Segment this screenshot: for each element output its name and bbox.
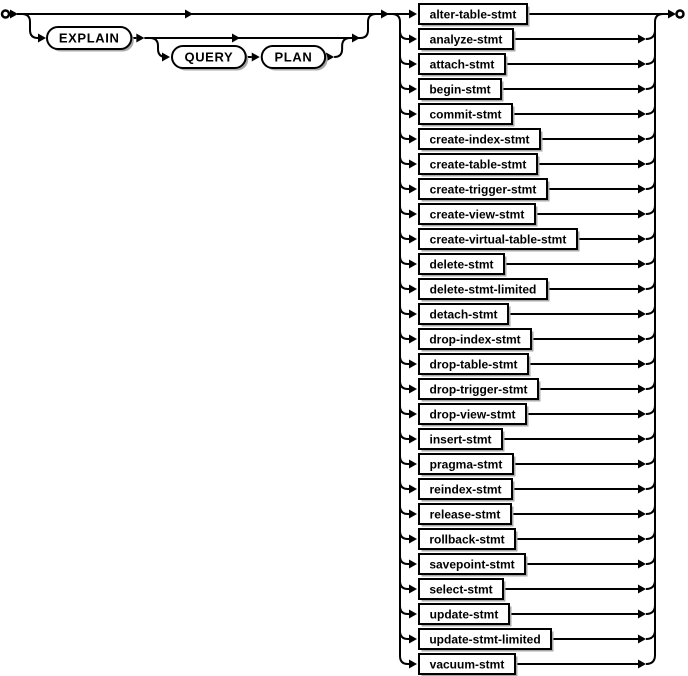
node-attach-stmt-label: attach-stmt bbox=[429, 57, 495, 72]
node-release-stmt-label: release-stmt bbox=[429, 507, 501, 522]
node-update-stmt[interactable] bbox=[419, 604, 512, 627]
node-create-trigger-stmt[interactable] bbox=[419, 179, 550, 202]
node-begin-stmt[interactable] bbox=[419, 79, 504, 102]
arrowhead-icon bbox=[638, 185, 646, 194]
node-drop-index-stmt-label: drop-index-stmt bbox=[429, 332, 521, 347]
arrowhead-icon bbox=[638, 435, 646, 444]
node-insert-stmt-label: insert-stmt bbox=[429, 432, 492, 447]
node-create-virtual-table-stmt[interactable] bbox=[419, 229, 580, 252]
arrowhead-icon bbox=[638, 35, 646, 44]
arrowhead-icon bbox=[409, 185, 417, 194]
arrowhead-icon bbox=[352, 34, 360, 43]
keyword-explain bbox=[47, 27, 134, 52]
keyword-explain-label: EXPLAIN bbox=[58, 30, 120, 46]
node-update-stmt-limited-label: update-stmt-limited bbox=[429, 632, 541, 647]
arrowhead-icon bbox=[409, 635, 417, 644]
arrowhead-icon bbox=[638, 410, 646, 419]
arrowhead-icon bbox=[409, 560, 417, 569]
node-update-stmt-limited[interactable] bbox=[419, 629, 554, 652]
arrowhead-icon bbox=[185, 10, 193, 19]
arrowhead-icon bbox=[638, 110, 646, 119]
arrowhead-icon bbox=[409, 210, 417, 219]
node-select-stmt[interactable] bbox=[419, 579, 506, 602]
keyword-plan bbox=[262, 46, 328, 71]
arrowhead-icon bbox=[38, 34, 46, 43]
arrowhead-icon bbox=[409, 410, 417, 419]
arrowhead-icon bbox=[409, 435, 417, 444]
connector-lines bbox=[10, 14, 669, 664]
arrowhead-icon bbox=[232, 34, 240, 43]
node-create-view-stmt-label: create-view-stmt bbox=[429, 207, 525, 222]
arrowhead-icon bbox=[638, 610, 646, 619]
node-drop-index-stmt[interactable] bbox=[419, 329, 534, 352]
nodes bbox=[47, 4, 580, 676]
arrowhead-icon bbox=[409, 660, 417, 669]
arrowhead-icon bbox=[638, 135, 646, 144]
arrowhead-icon bbox=[638, 585, 646, 594]
node-drop-view-stmt[interactable] bbox=[419, 404, 529, 427]
arrowhead-icon bbox=[409, 510, 417, 519]
arrowhead-icon bbox=[638, 235, 646, 244]
arrowhead-icon bbox=[409, 335, 417, 344]
keyword-query-label: QUERY bbox=[184, 49, 234, 65]
keyword-plan-label: PLAN bbox=[274, 49, 313, 65]
arrowhead-icon bbox=[409, 535, 417, 544]
arrowhead-icon bbox=[638, 460, 646, 469]
arrowhead-icon bbox=[409, 35, 417, 44]
node-reindex-stmt-label: reindex-stmt bbox=[429, 482, 502, 497]
node-insert-stmt[interactable] bbox=[419, 429, 505, 452]
arrowhead-icon bbox=[638, 360, 646, 369]
node-vacuum-stmt-label: vacuum-stmt bbox=[429, 657, 505, 672]
arrowhead-icon bbox=[638, 160, 646, 169]
arrowhead-icon bbox=[409, 360, 417, 369]
arrowhead-icon bbox=[638, 60, 646, 69]
arrowhead-icon bbox=[162, 53, 170, 62]
node-create-index-stmt-label: create-index-stmt bbox=[429, 132, 530, 147]
node-delete-stmt-limited[interactable] bbox=[419, 279, 550, 302]
arrowhead-icon bbox=[409, 460, 417, 469]
node-create-table-stmt[interactable] bbox=[419, 154, 540, 177]
arrowhead-icon bbox=[668, 10, 676, 19]
arrowhead-icon bbox=[381, 10, 389, 19]
node-drop-table-stmt[interactable] bbox=[419, 354, 531, 377]
node-drop-table-stmt-label: drop-table-stmt bbox=[429, 357, 518, 372]
node-alter-table-stmt[interactable] bbox=[419, 4, 530, 27]
arrowhead-icon bbox=[638, 210, 646, 219]
node-create-trigger-stmt-label: create-trigger-stmt bbox=[429, 182, 537, 197]
arrowhead-icon bbox=[409, 160, 417, 169]
node-delete-stmt-label: delete-stmt bbox=[429, 257, 494, 272]
node-rollback-stmt-label: rollback-stmt bbox=[429, 532, 505, 547]
node-commit-stmt-label: commit-stmt bbox=[429, 107, 502, 122]
node-drop-view-stmt-label: drop-view-stmt bbox=[429, 407, 516, 422]
arrowhead-icon bbox=[409, 585, 417, 594]
end-terminal-icon bbox=[677, 11, 684, 18]
node-analyze-stmt[interactable] bbox=[419, 29, 516, 52]
arrowhead-icon bbox=[638, 560, 646, 569]
arrowhead-icon bbox=[409, 260, 417, 269]
node-analyze-stmt-label: analyze-stmt bbox=[429, 32, 503, 47]
node-drop-trigger-stmt[interactable] bbox=[419, 379, 541, 402]
arrowhead-icon bbox=[409, 85, 417, 94]
node-rollback-stmt[interactable] bbox=[419, 529, 518, 552]
node-pragma-stmt[interactable] bbox=[419, 454, 516, 477]
node-alter-table-stmt-label: alter-table-stmt bbox=[429, 7, 517, 22]
node-select-stmt-label: select-stmt bbox=[429, 582, 493, 597]
arrowhead-icon bbox=[638, 260, 646, 269]
arrowhead-icon bbox=[409, 110, 417, 119]
node-drop-trigger-stmt-label: drop-trigger-stmt bbox=[429, 382, 528, 397]
node-update-stmt-label: update-stmt bbox=[429, 607, 499, 622]
node-detach-stmt[interactable] bbox=[419, 304, 511, 327]
arrowhead-icon bbox=[638, 635, 646, 644]
arrowhead-icon bbox=[638, 510, 646, 519]
node-savepoint-stmt-label: savepoint-stmt bbox=[429, 557, 515, 572]
node-vacuum-stmt[interactable] bbox=[419, 654, 518, 676]
node-delete-stmt[interactable] bbox=[419, 254, 507, 277]
node-create-view-stmt[interactable] bbox=[419, 204, 538, 227]
arrowhead-icon bbox=[409, 485, 417, 494]
node-detach-stmt-label: detach-stmt bbox=[429, 307, 498, 322]
arrowhead-icon bbox=[409, 610, 417, 619]
arrowhead-icon bbox=[10, 10, 18, 19]
arrowhead-icon bbox=[638, 85, 646, 94]
keyword-query bbox=[172, 46, 248, 71]
arrowhead-icon bbox=[252, 53, 260, 62]
arrowhead-icon bbox=[638, 335, 646, 344]
arrowhead-icon bbox=[409, 10, 417, 19]
arrowhead-icon bbox=[638, 535, 646, 544]
node-attach-stmt[interactable] bbox=[419, 54, 508, 77]
arrowhead-icon bbox=[409, 135, 417, 144]
node-create-table-stmt-label: create-table-stmt bbox=[429, 157, 527, 172]
arrowhead-icon bbox=[638, 310, 646, 319]
node-commit-stmt[interactable] bbox=[419, 104, 515, 127]
node-create-index-stmt[interactable] bbox=[419, 129, 543, 152]
arrowhead-icon bbox=[409, 235, 417, 244]
arrowhead-icon bbox=[638, 385, 646, 394]
start-terminal-icon bbox=[2, 11, 9, 18]
node-savepoint-stmt[interactable] bbox=[419, 554, 528, 577]
node-begin-stmt-label: begin-stmt bbox=[429, 82, 491, 97]
arrowhead-icon bbox=[409, 60, 417, 69]
node-pragma-stmt-label: pragma-stmt bbox=[429, 457, 503, 472]
node-create-virtual-table-stmt-label: create-virtual-table-stmt bbox=[429, 232, 567, 247]
arrowhead-icon bbox=[638, 485, 646, 494]
arrowhead-icon bbox=[638, 285, 646, 294]
arrowhead-icon bbox=[638, 660, 646, 669]
arrowhead-icon bbox=[409, 310, 417, 319]
arrowhead-icon bbox=[409, 285, 417, 294]
arrowhead-icon bbox=[136, 34, 144, 43]
node-release-stmt[interactable] bbox=[419, 504, 514, 527]
arrowhead-icon bbox=[409, 385, 417, 394]
node-delete-stmt-limited-label: delete-stmt-limited bbox=[429, 282, 537, 297]
node-reindex-stmt[interactable] bbox=[419, 479, 515, 502]
